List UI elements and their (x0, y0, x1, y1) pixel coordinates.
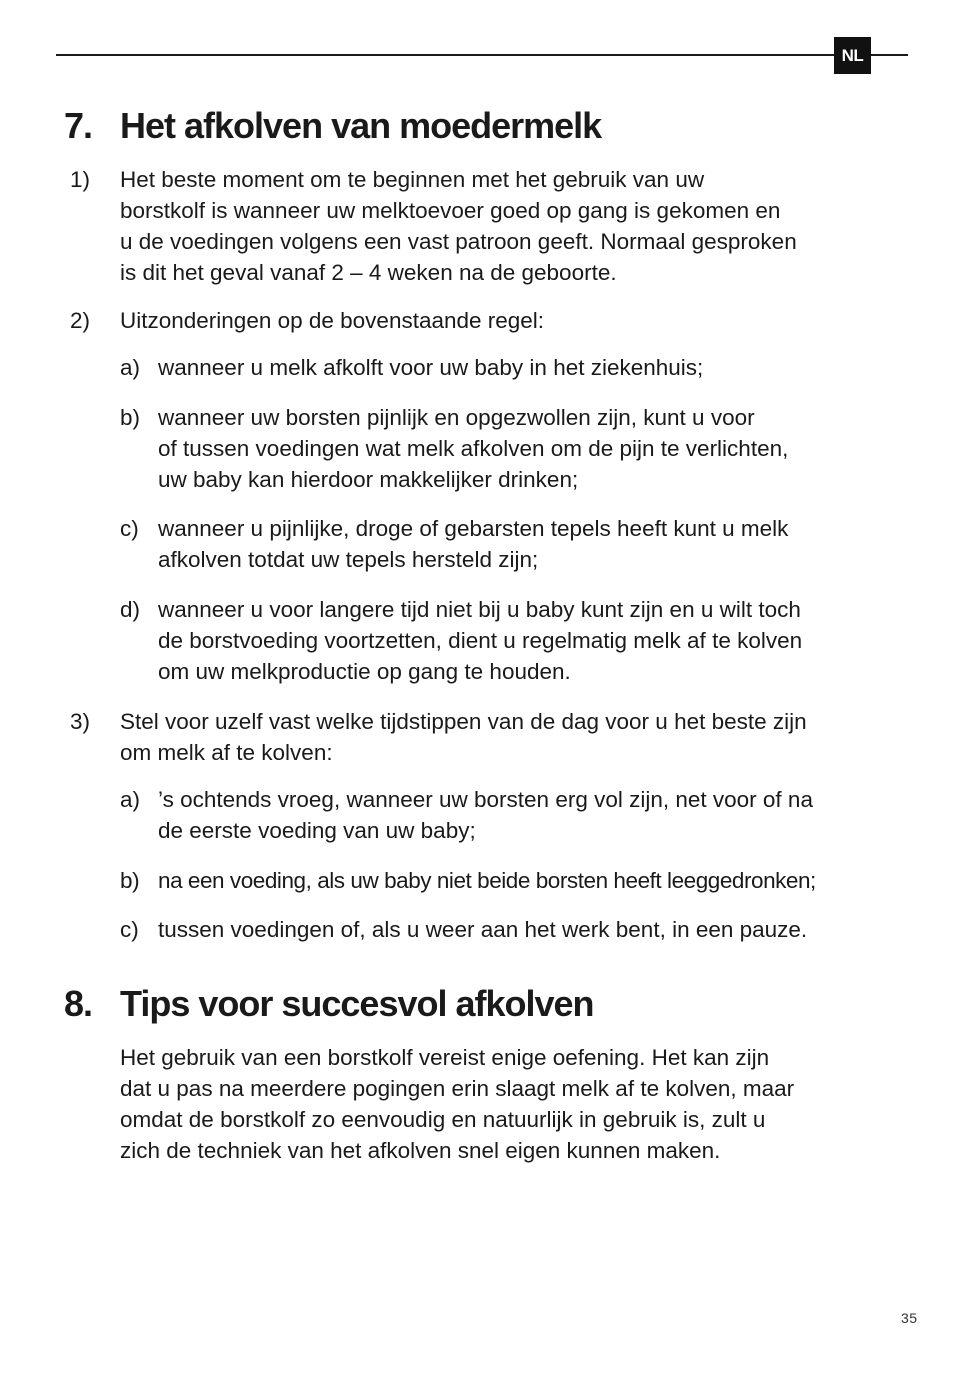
paragraph-line: dat u pas na meerdere pogingen erin slaagt melk af te kolven, maar (120, 1076, 795, 1101)
sub-item-text-line: of tussen voedingen wat melk afkolven om de pijn te verlichten, (158, 436, 789, 461)
list-marker: 2) (70, 308, 91, 333)
sub-list-marker: b) (120, 868, 140, 893)
sub-list-marker: a) (120, 787, 141, 812)
paragraph-line: Het gebruik van een borstkolf vereist enige oefening. Het kan zijn (120, 1045, 770, 1070)
sub-item-2b (120, 402, 789, 495)
list-item-text-line: borstkolf is wanneer uw melktoevoer goed op gang is gekomen en (120, 198, 781, 223)
section-8-paragraph (120, 1042, 794, 1166)
paragraph-line: omdat de borstkolf zo eenvoudig en natuurlijk in gebruik is, zult u (120, 1107, 766, 1132)
list-marker: 3) (70, 709, 91, 734)
section-7-title: Het afkolven van moedermelk (120, 105, 602, 146)
list-item-2 (70, 305, 545, 336)
sub-list-marker: c) (120, 917, 139, 942)
sub-item-2c (120, 513, 789, 575)
list-marker: 1) (70, 167, 91, 192)
sub-item-2d (120, 594, 803, 687)
sub-item-text-line: wanneer u melk afkolft voor uw baby in het ziekenhuis; (158, 355, 704, 380)
language-badge: NL (834, 37, 871, 74)
list-item-text-line: Stel voor uzelf vast welke tijdstippen van de dag voor u het beste zijn (120, 709, 807, 734)
list-item-text-line: om melk af te kolven: (120, 740, 333, 765)
sub-item-text-line: ’s ochtends vroeg, wanneer uw borsten erg vol zijn, net voor of na (158, 787, 813, 812)
section-8-heading (64, 983, 594, 1024)
section-8-number: 8. (64, 983, 93, 1024)
header-rule (56, 54, 908, 56)
list-item-1 (70, 164, 797, 288)
sub-item-text-line: wanneer u voor langere tijd niet bij u baby kunt zijn en u wilt toch (158, 597, 801, 622)
sub-item-text-line: tussen voedingen of, als u weer aan het werk bent, in een pauze. (158, 917, 808, 942)
page-number: 35 (901, 1310, 918, 1326)
sub-item-3b (120, 865, 816, 896)
sub-item-text-line: de borstvoeding voortzetten, dient u regelmatig melk af te kolven (158, 628, 803, 653)
list-item-text-line: Uitzonderingen op de bovenstaande regel: (120, 308, 545, 333)
list-item-text-line: is dit het geval vanaf 2 – 4 weken na de geboorte. (120, 260, 617, 285)
sub-item-text-line: wanneer u pijnlijke, droge of gebarsten tepels heeft kunt u melk (158, 516, 789, 541)
list-item-text-line: Het beste moment om te beginnen met het gebruik van uw (120, 167, 705, 192)
sub-item-text-line: de eerste voeding van uw baby; (158, 818, 476, 843)
sub-item-3a (120, 784, 813, 846)
section-8-title: Tips voor succesvol afkolven (120, 983, 594, 1024)
sub-list-marker: a) (120, 355, 141, 380)
sub-item-3c (120, 914, 808, 945)
sub-list-marker: c) (120, 516, 139, 541)
section-7-heading (64, 105, 602, 146)
sub-item-2a (120, 352, 704, 383)
sub-item-text-line: afkolven totdat uw tepels hersteld zijn; (158, 547, 539, 572)
sub-item-text-line: na een voeding, als uw baby niet beide borsten heeft leeggedronken; (158, 868, 816, 893)
sub-item-text-line: wanneer uw borsten pijnlijk en opgezwollen zijn, kunt u voor (158, 405, 755, 430)
list-item-3 (70, 706, 807, 768)
section-7-number: 7. (64, 105, 93, 146)
sub-list-marker: b) (120, 405, 141, 430)
sub-item-text-line: uw baby kan hierdoor makkelijker drinken; (158, 467, 579, 492)
sub-list-marker: d) (120, 597, 141, 622)
sub-item-text-line: om uw melkproductie op gang te houden. (158, 659, 571, 684)
list-item-text-line: u de voedingen volgens een vast patroon geeft. Normaal gesproken (120, 229, 797, 254)
paragraph-line: zich de techniek van het afkolven snel eigen kunnen maken. (120, 1138, 721, 1163)
